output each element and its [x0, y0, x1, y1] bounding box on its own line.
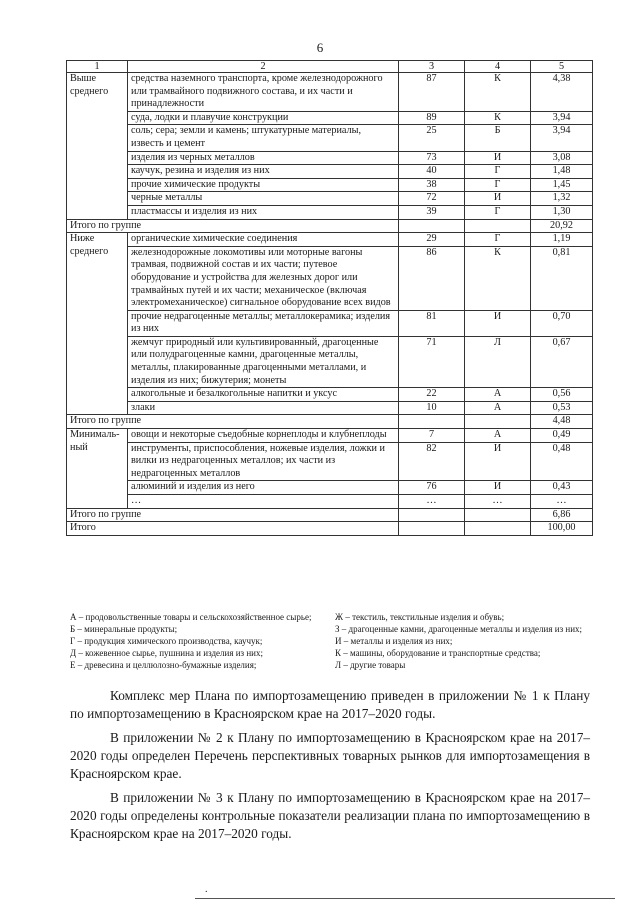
- column-number-4: 4: [465, 61, 531, 73]
- product-name: прочие химические продукты: [128, 178, 399, 192]
- product-name: суда, лодки и плавучие конструкции: [128, 111, 399, 125]
- product-name: инструменты, приспособления, ножевые изделия, ложки и вилки из недрагоценных металлов; их части из недрагоценных металлов: [128, 442, 399, 481]
- table-row: [67, 442, 593, 481]
- product-share: 4,38: [531, 73, 593, 112]
- product-share: 1,19: [531, 233, 593, 247]
- table-row: [67, 233, 593, 247]
- column-number-5: 5: [531, 61, 593, 73]
- product-name: овощи и некоторые съедобные корнеплоды и клубнеплоды: [128, 429, 399, 443]
- empty-cell: [399, 522, 465, 536]
- column-number-1: 1: [67, 61, 128, 73]
- product-name: …: [128, 495, 399, 509]
- table-row: [67, 111, 593, 125]
- column-number-3: 3: [399, 61, 465, 73]
- table-row: [67, 481, 593, 495]
- product-name: железнодорожные локомотивы или моторные вагоны трамвая, подвижной состав и их части; путевое оборудование и устройства для железных дорог или трамвайных путей и их части; механическое (включая электромеханическое) сигнальное оборудование всех видов: [128, 246, 399, 310]
- table-row: [67, 178, 593, 192]
- legend-item: К – машины, оборудование и транспортные средства;: [335, 648, 541, 658]
- grand-total-row: [67, 522, 593, 536]
- table-row: [67, 336, 593, 387]
- product-category: …: [465, 495, 531, 509]
- group-total-label: Итого по группе: [67, 508, 399, 522]
- product-category: Г: [465, 205, 531, 219]
- legend-item: И – металлы и изделия из них;: [335, 636, 453, 646]
- paragraph-appendix-1: Комплекс мер Плана по импортозамещению приведен в приложении № 1 к Плану по импортозамещению в Красноярском крае на 2017–2020 годы.: [70, 688, 590, 721]
- product-name: алюминий и изделия из него: [128, 481, 399, 495]
- table-row: [67, 73, 593, 112]
- table-row: [67, 246, 593, 310]
- product-category: К: [465, 73, 531, 112]
- product-share: 3,94: [531, 111, 593, 125]
- table-row: [67, 192, 593, 206]
- product-code: 89: [399, 111, 465, 125]
- page-number: 6: [316, 40, 324, 55]
- product-code: 29: [399, 233, 465, 247]
- legend-item: Г – продукция химического производства, каучук;: [70, 636, 263, 646]
- body-text: [70, 687, 590, 849]
- product-share: 0,56: [531, 388, 593, 402]
- product-share: 0,48: [531, 442, 593, 481]
- table-row: [67, 310, 593, 336]
- group-label: Минималь-ный: [67, 429, 128, 509]
- group-label: Выше среднего: [67, 73, 128, 220]
- product-name: прочие недрагоценные металлы; металлокерамика; изделия из них: [128, 310, 399, 336]
- product-code: 72: [399, 192, 465, 206]
- table-header-row: [67, 61, 593, 73]
- product-category: И: [465, 192, 531, 206]
- product-name: злаки: [128, 401, 399, 415]
- table-row: [67, 388, 593, 402]
- product-category: Г: [465, 165, 531, 179]
- product-share: 0,70: [531, 310, 593, 336]
- product-share: …: [531, 495, 593, 509]
- legend-item: Ж – текстиль, текстильные изделия и обувь;: [335, 612, 505, 622]
- product-category: И: [465, 442, 531, 481]
- product-code: 86: [399, 246, 465, 310]
- product-name: средства наземного транспорта, кроме железнодорожного или трамвайного подвижного состава, и их части и принадлежности: [128, 73, 399, 112]
- product-share: 0,67: [531, 336, 593, 387]
- product-share: 1,32: [531, 192, 593, 206]
- empty-cell: [465, 415, 531, 429]
- empty-cell: [465, 522, 531, 536]
- product-category: Б: [465, 125, 531, 151]
- product-share: 0,49: [531, 429, 593, 443]
- legend-item: Л – другие товары: [335, 660, 406, 670]
- product-category: И: [465, 310, 531, 336]
- product-code: 22: [399, 388, 465, 402]
- product-category: К: [465, 111, 531, 125]
- product-code: 40: [399, 165, 465, 179]
- product-code: 82: [399, 442, 465, 481]
- product-name: изделия из черных металлов: [128, 151, 399, 165]
- product-code: 25: [399, 125, 465, 151]
- product-name: каучук, резина и изделия из них: [128, 165, 399, 179]
- product-code: 38: [399, 178, 465, 192]
- group-total-value: 20,92: [531, 219, 593, 233]
- empty-cell: [399, 415, 465, 429]
- grand-total-value: 100,00: [531, 522, 593, 536]
- product-category: Г: [465, 233, 531, 247]
- group-total-row: [67, 219, 593, 233]
- product-category: И: [465, 151, 531, 165]
- legend-left-column: [70, 611, 325, 671]
- group-total-row: [67, 508, 593, 522]
- empty-cell: [399, 219, 465, 233]
- product-category: А: [465, 388, 531, 402]
- paragraph-appendix-2: В приложении № 2 к Плану по импортозамещению в Красноярском крае на 2017–2020 годы определен Перечень перспективных товарных рынков для импортозамещения в Красноярском крае.: [70, 730, 590, 781]
- product-code: 7: [399, 429, 465, 443]
- product-category: К: [465, 246, 531, 310]
- group-total-label: Итого по группе: [67, 415, 399, 429]
- product-name: пластмассы и изделия из них: [128, 205, 399, 219]
- empty-cell: [465, 508, 531, 522]
- legend-item: Б – минеральные продукты;: [70, 624, 178, 634]
- group-total-value: 4,48: [531, 415, 593, 429]
- table-row: [67, 125, 593, 151]
- product-name: жемчуг природный или культивированный, драгоценные или полудрагоценные камни, драгоценные металлы, металлы, плакированные драгоценными металлами, и изделия из них; бижутерия; монеты: [128, 336, 399, 387]
- product-name: алкогольные и безалкогольные напитки и уксус: [128, 388, 399, 402]
- product-code: 73: [399, 151, 465, 165]
- product-code: 39: [399, 205, 465, 219]
- product-category: И: [465, 481, 531, 495]
- product-category: Л: [465, 336, 531, 387]
- legend-item: А – продовольственные товары и сельскохозяйственное сырье;: [70, 612, 312, 622]
- product-share: 1,30: [531, 205, 593, 219]
- product-category: А: [465, 401, 531, 415]
- product-category: А: [465, 429, 531, 443]
- product-name: соль; сера; земли и камень; штукатурные материалы, известь и цемент: [128, 125, 399, 151]
- table-row: [67, 151, 593, 165]
- product-share: 1,45: [531, 178, 593, 192]
- legend-right-column: [335, 611, 590, 671]
- product-share: 3,94: [531, 125, 593, 151]
- product-code: 10: [399, 401, 465, 415]
- empty-cell: [465, 219, 531, 233]
- group-total-row: [67, 415, 593, 429]
- product-category: Г: [465, 178, 531, 192]
- product-code: 76: [399, 481, 465, 495]
- product-name: органические химические соединения: [128, 233, 399, 247]
- table-row: [67, 429, 593, 443]
- product-share: 0,53: [531, 401, 593, 415]
- footer-mark: .: [205, 884, 208, 895]
- group-total-label: Итого по группе: [67, 219, 399, 233]
- product-code: 87: [399, 73, 465, 112]
- legend-item: З – драгоценные камни, драгоценные металлы и изделия из них;: [335, 624, 583, 634]
- product-code: 81: [399, 310, 465, 336]
- legend-item: Д – кожевенное сырье, пушнина и изделия из них;: [70, 648, 263, 658]
- empty-cell: [399, 508, 465, 522]
- product-groups-table: [66, 60, 593, 536]
- table-row: [67, 495, 593, 509]
- product-share: 3,08: [531, 151, 593, 165]
- footer-rule: [195, 898, 615, 899]
- column-number-2: 2: [128, 61, 399, 73]
- product-name: черные металлы: [128, 192, 399, 206]
- group-label: Ниже среднего: [67, 233, 128, 415]
- product-share: 0,81: [531, 246, 593, 310]
- group-total-value: 6,86: [531, 508, 593, 522]
- legend-item: Е – древесина и целлюлозно-бумажные изделия;: [70, 660, 257, 670]
- product-code: …: [399, 495, 465, 509]
- table-row: [67, 165, 593, 179]
- grand-total-label: Итого: [67, 522, 399, 536]
- product-share: 0,43: [531, 481, 593, 495]
- table-row: [67, 205, 593, 219]
- product-code: 71: [399, 336, 465, 387]
- paragraph-appendix-3: В приложении № 3 к Плану по импортозамещению в Красноярском крае на 2017–2020 годы определены контрольные показатели реализации плана по импортозамещению в Красноярском крае на 2017–2020 годы.: [70, 790, 590, 841]
- table-row: [67, 401, 593, 415]
- product-share: 1,48: [531, 165, 593, 179]
